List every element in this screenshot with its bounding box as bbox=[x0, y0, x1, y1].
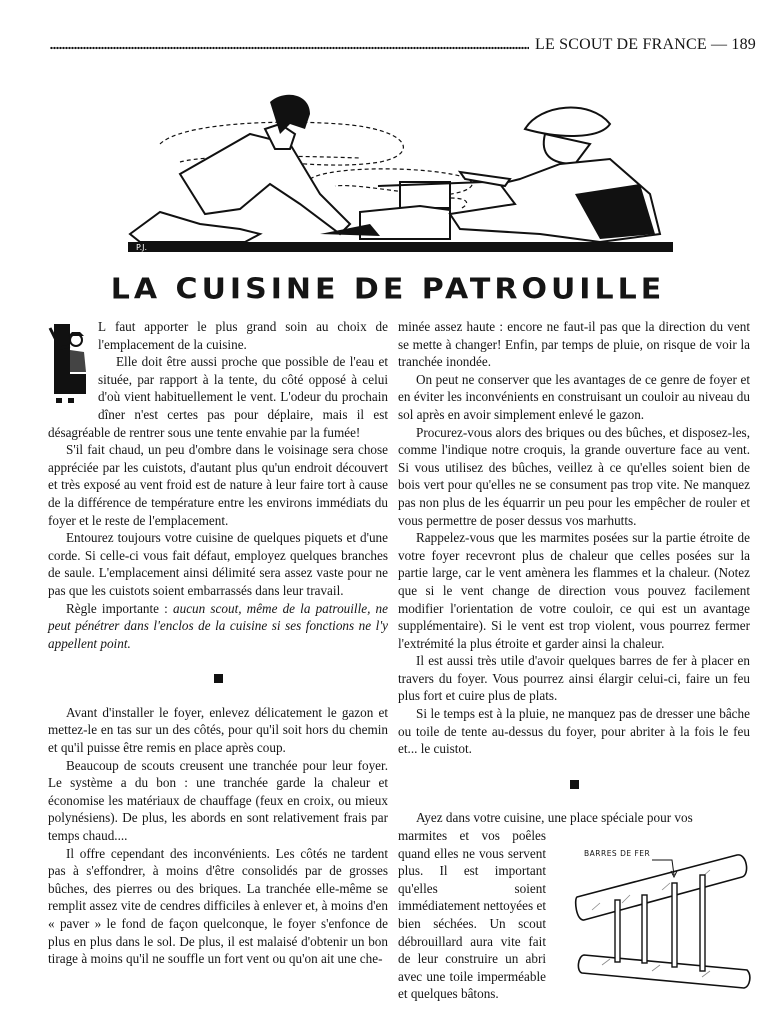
sketch-label: BARRES DE FER bbox=[584, 849, 651, 858]
running-title: LE SCOUT DE FRANCE — 189 bbox=[535, 36, 756, 53]
iron-bars-sketch bbox=[572, 835, 762, 990]
paragraph: Il offre cependant des inconvénients. Les côtés ne tardent pas à s'effondrer, à moins d'être consolidés par de grosses bûches, des pierres ou des briques. La tranchée elle-même se remplit assez vite de cendres difficiles à enlever et, à moins d'en « paver » le fond de façon quelconque, le foyer s'enfonce de plus en plus dans le sol. De plus, il est malaisé d'obtenir un bon tirage à moins qu'il ne souffle un fort vent ou qu'on ait une che- bbox=[48, 845, 388, 967]
drop-cap-icon bbox=[48, 318, 92, 406]
paragraph: S'il fait chaud, un peu d'ombre dans le voisinage sera chose appréciée par les cuistots, d'autant plus qu'un endroit découvert et très exposé au vent froid est de nature à leur faire tort à cause de la différence de température entre les environs immédiats du foyer et le reste de l'emplacement. bbox=[48, 442, 388, 528]
paragraph: Il est aussi très utile d'avoir quelques barres de fer à placer en travers du foyer. Vous pourrez ainsi élargir celui-ci, faire un feu plus fort et cuire plus de plats. bbox=[398, 653, 750, 704]
paragraph: On peut ne conserver que les avantages de ce genre de foyer et en éviter les inconvénients en construisant un couloir au niveau du sol après en avoir simplement enlevé le gazon. bbox=[398, 371, 750, 422]
paragraph-narrow: marmites et vos poêles quand elles ne vous servent plus. Il est important qu'elles soient immédiatement nettoyées et bien séchées. Un scout débrouillard aura vite fait de leur construire un abri avec une toile imperméable et quelques bâtons. bbox=[398, 828, 546, 1002]
illustrator-signature: P.J. bbox=[136, 243, 148, 252]
running-header bbox=[50, 34, 756, 56]
section-separator bbox=[398, 776, 750, 794]
left-column bbox=[48, 318, 388, 968]
drop-cap-letter: L bbox=[98, 319, 107, 334]
paragraph: Beaucoup de scouts creusent une tranchée pour leur foyer. Le système a du bon : une tranchée garde la chaleur et économise les matériaux de chauffage (feux en croix, ou mieux polynésiens). De plus, les abords en sont relativement frais par temps chaud.... bbox=[48, 757, 388, 844]
paragraph: Procurez-vous alors des briques ou des bûches, et disposez-les, comme l'indique notre croquis, la grande ouverture face au vent. Si vous utilisez des bûches, veillez à ce qu'elles soient bien de bois vert pour qu'elles ne se consument pas trop vite. Ne manquez pas non plus de les équarrir un peu pour les empêcher de rouler et vous permettre de poser dessus vos marhutts. bbox=[398, 424, 750, 528]
paragraph: Entourez toujours votre cuisine de quelques piquets et d'une corde. Si celle-ci vous fait défaut, employez quelques branches de saule. L'emplacement ainsi délimité sera assez vaste pour ne pas que les cuistots soient embarrassés dans leur travail. bbox=[48, 530, 388, 598]
scouts-cooking-illustration bbox=[120, 84, 680, 264]
paragraph: Elle doit être aussi proche que possible de l'eau et située, par rapport à la tente, du côté opposé à celui d'où vient habituellement le vent. L'odeur du prochain dîner n'est certes pas pour déplaire, mais il est désagréable de rentrer sous une tente envahie par la fumée! bbox=[48, 354, 388, 440]
square-bullet-icon bbox=[570, 780, 579, 789]
paragraph: Si le temps est à la pluie, ne manquez pas de dresser une bâche ou toile de tente au-dessus du foyer, pour abriter à la fois le feu et... le cuistot. bbox=[398, 706, 750, 757]
paragraph: Rappelez-vous que les marmites posées sur la partie étroite de votre foyer recevront plus de chaleur que celles posées sur la partie large, car le vent amènera les flammes et la chaleur. (Notez que si le vent change de direction vous pouvez facilement modifier l'orientation de votre couloir, ce qui est un avantage supplémentaire). Si le vent est trop violent, vous pourrez fermer l'extrémité la plus étroite et garder ainsi la chaleur. bbox=[398, 530, 750, 651]
square-bullet-icon bbox=[214, 674, 223, 683]
drop-cap-scout-illustration bbox=[48, 318, 92, 406]
section-separator bbox=[48, 670, 388, 688]
paragraph: L faut apporter le plus grand soin au choix de l'emplacement de la cuisine. bbox=[98, 319, 389, 352]
paragraph: minée assez haute : encore ne faut-il pas que la direction du vent se mette à changer! Enfin, par temps de pluie, on risque de voir la tranchée inondée. bbox=[398, 319, 750, 370]
paragraph-rule: Règle importante : aucun scout, même de la patrouille, ne peut pénétrer dans l'enclos de la cuisine si ses fonctions ne l'y appellent point. bbox=[48, 600, 389, 651]
paragraph: Avant d'installer le foyer, enlevez délicatement le gazon et mettez-le en tas sur un des côtés, pour qu'il soit hors du chemin et qu'il puisse être remis en place après coup. bbox=[48, 704, 388, 756]
dotted-leader bbox=[50, 46, 529, 50]
paragraph: Ayez dans votre cuisine, une place spéciale pour vos bbox=[416, 810, 693, 826]
article-title: LA CUISINE DE PATROUILLE bbox=[110, 272, 666, 307]
